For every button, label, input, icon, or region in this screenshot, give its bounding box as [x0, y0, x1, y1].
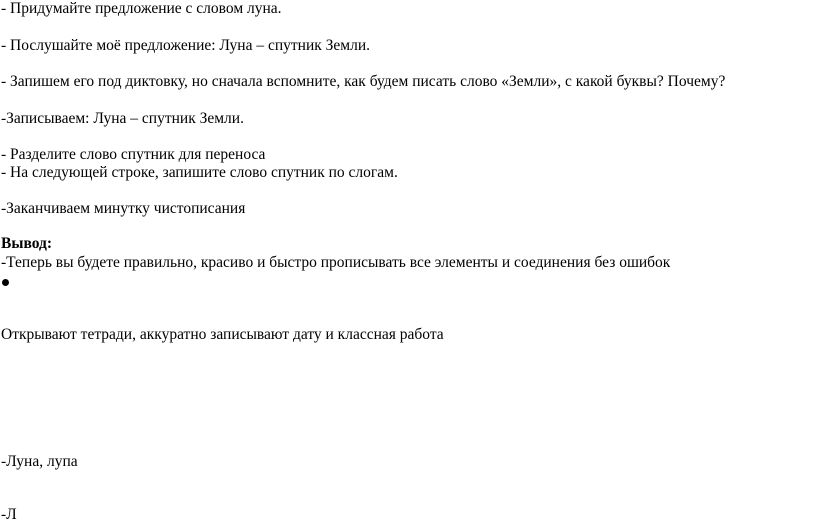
bullet-icon: [2, 279, 9, 286]
text-line-4: -Записываем: Луна – спутник Земли.: [1, 110, 244, 127]
text-line-2: - Послушайте моё предложение: Луна – спутник Земли.: [1, 37, 371, 54]
conclusion-heading: Вывод:: [1, 235, 53, 252]
student-action-1: Открывают тетради, аккуратно записывают дату и классная работа: [1, 326, 444, 343]
student-action-2: -Луна, лупа: [1, 453, 78, 470]
text-line-7: -Заканчиваем минутку чистописания: [1, 200, 246, 217]
text-line-1: - Придумайте предложение с словом луна.: [1, 0, 282, 17]
text-line-5: - Разделите слово спутник для переноса: [1, 146, 266, 163]
student-action-3: -Л: [1, 506, 17, 523]
conclusion-text: -Теперь вы будете правильно, красиво и быстро прописывать все элементы и соединения без ошибок: [1, 254, 671, 271]
text-line-3: - Запишем его под диктовку, но сначала вспомните, как будем писать слово «Земли», с какой буквы? Почему?: [1, 73, 726, 90]
text-line-6: - На следующей строке, запишите слово спутник по слогам.: [1, 164, 398, 181]
